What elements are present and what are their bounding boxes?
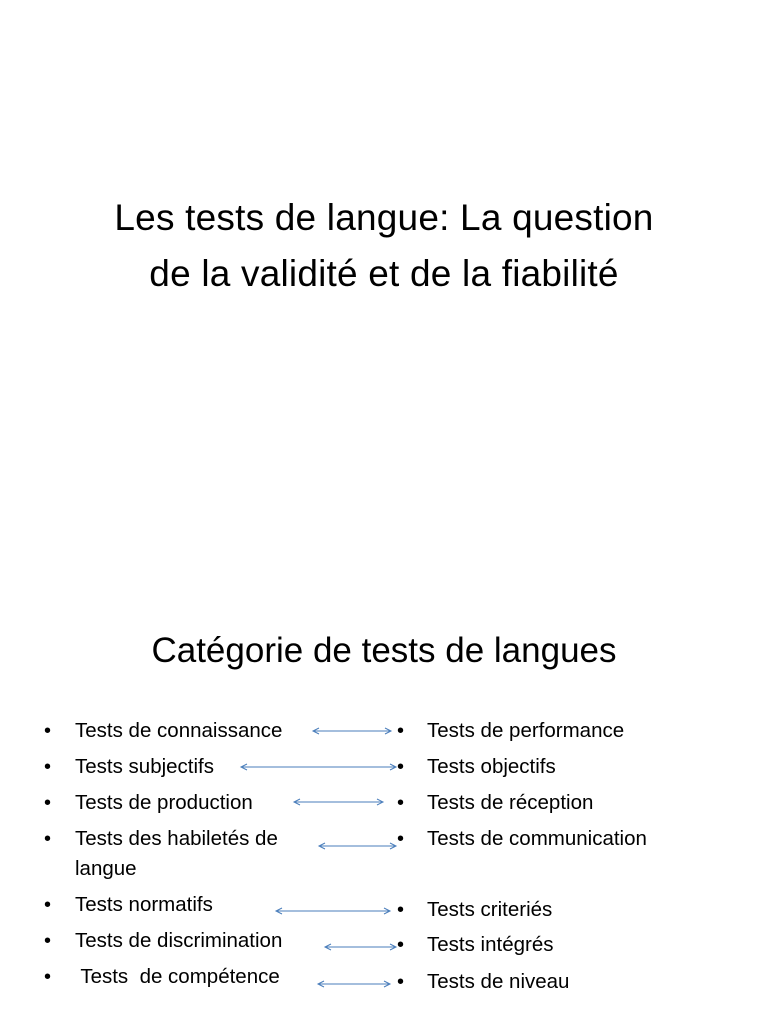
right-item-6: Tests intégrés xyxy=(427,933,554,956)
bullet-right-7: • xyxy=(397,971,405,993)
slide-title xyxy=(40,190,728,302)
bullet-right-2: • xyxy=(397,756,405,778)
right-item-2: Tests objectifs xyxy=(427,755,556,778)
categories-title: Catégorie de tests de langues xyxy=(151,631,617,670)
left-item-1: Tests de connaissance xyxy=(75,719,283,742)
arrows-layer xyxy=(0,512,768,1024)
slide-title-line-1: Les tests de langue: La question xyxy=(114,197,654,238)
bullet-left-2: • xyxy=(44,756,52,778)
bullet-right-1: • xyxy=(397,720,405,742)
right-item-3: Tests de réception xyxy=(427,791,594,814)
left-item-7: Tests de compétence xyxy=(75,965,280,988)
left-item-6: Tests de discrimination xyxy=(75,929,283,952)
right-item-5: Tests criteriés xyxy=(427,898,553,921)
bullet-left-3: • xyxy=(44,792,52,814)
bullet-right-6: • xyxy=(397,934,405,956)
right-item-4: Tests de communication xyxy=(427,827,647,850)
left-item-2: Tests subjectifs xyxy=(75,755,214,778)
bullet-left-4: • xyxy=(44,828,52,850)
bullet-left-7: • xyxy=(44,966,52,988)
left-item-4-line-1: Tests des habiletés de xyxy=(75,827,278,850)
bullet-right-4: • xyxy=(397,828,405,850)
left-item-4-line-2: langue xyxy=(75,857,137,880)
right-item-1: Tests de performance xyxy=(427,719,625,742)
slide-title-line-2: de la validité et de la fiabilité xyxy=(149,253,619,294)
bullet-right-5: • xyxy=(397,899,405,921)
categories-slide xyxy=(0,512,768,1024)
bullet-left-1: • xyxy=(44,720,52,742)
bullet-right-3: • xyxy=(397,792,405,814)
bullet-left-6: • xyxy=(44,930,52,952)
left-item-5: Tests normatifs xyxy=(75,893,213,916)
right-item-7: Tests de niveau xyxy=(427,970,570,993)
bullet-left-5: • xyxy=(44,894,52,916)
left-item-3: Tests de production xyxy=(75,791,253,814)
